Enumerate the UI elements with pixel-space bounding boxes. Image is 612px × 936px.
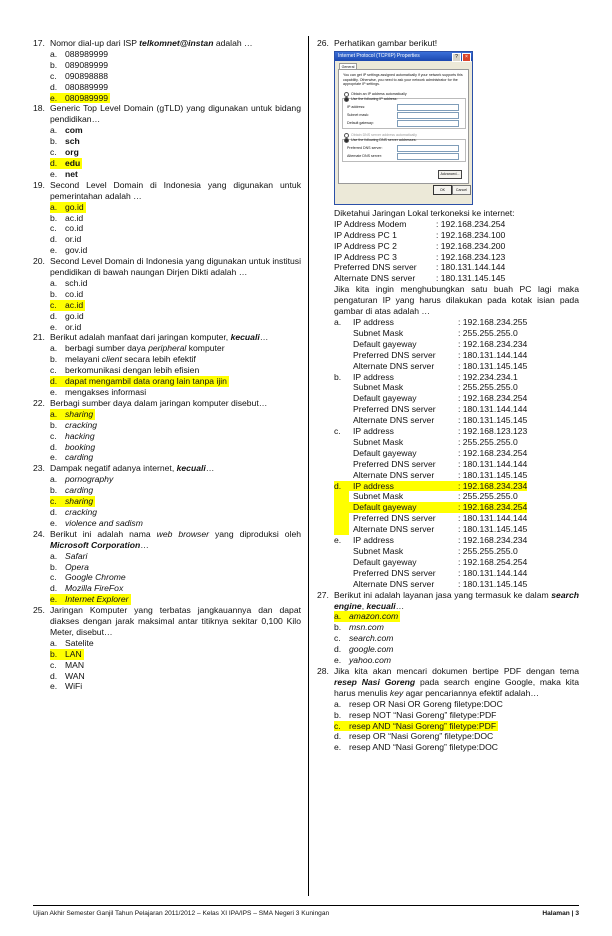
option: b. resep NOT “Nasi Goreng” filetype:PDF <box>334 709 497 720</box>
question-stem: Jaringan Komputer yang terbatas jangkauannya dan dapat diakses dengan jarak maksimal antar titiknya sekitar 0,100 Kilo Meter, disebut… <box>50 605 301 637</box>
radio-obtain-ip-auto[interactable]: Obtain an IP address automatically <box>344 92 407 97</box>
option: c. 090898888 <box>50 70 109 81</box>
option-answer: e. 080989999 <box>50 92 109 103</box>
option: d. resep OR “Nasi Goreng” filetype:DOC <box>334 731 494 742</box>
question-number: 22. <box>33 397 45 408</box>
option-answer: d. edu <box>50 157 81 168</box>
option: c. co.id <box>50 223 84 234</box>
option-answer: d. dapat mengambil data orang lain tanpa ijin <box>50 376 227 387</box>
question-stem: Berikut adalah manfaat dari jaringan komputer, kecuali… <box>50 332 269 343</box>
ip-address-input[interactable] <box>397 104 459 111</box>
option: b. Opera <box>50 561 89 572</box>
option: a. Satelite <box>50 637 94 648</box>
option: d. WAN <box>50 670 85 681</box>
option: b. melayani client secara lebih efektif <box>50 354 196 365</box>
advanced-button[interactable]: Advanced... <box>438 170 462 179</box>
option: e. mengakses informasi <box>50 387 147 397</box>
tcpip-properties-dialog <box>334 51 473 205</box>
option: c. search.com <box>334 633 394 644</box>
dialog-title: Internet Protocol (TCP/IP) Properties <box>338 52 420 59</box>
option-answer: c. sharing <box>50 496 94 507</box>
option: b. msn.com <box>334 622 384 633</box>
network-info <box>334 208 579 317</box>
network-intro: Diketahui Jaringan Lokal terkoneksi ke internet: <box>334 207 515 218</box>
help-icon[interactable]: ? <box>452 53 461 62</box>
question-22 <box>33 398 301 463</box>
dialog-panel <box>338 69 469 184</box>
option-answer: d. IP address : 192.168.234.234 Subnet Mask : 255.255.255.0 Default gayeway : 192.168.234.254 Preferred DNS server : 180.131.144.144 Alternate DNS server : 180.131.145.145 <box>334 480 528 535</box>
dialog-intro-text: You can get IP settings assigned automatically if your network supports this capability. Otherwise, you need to ask your network administrator for the appropriate IP settings. <box>343 72 463 87</box>
option: c. hacking <box>50 430 95 441</box>
question-18 <box>33 103 301 179</box>
option: c. berkomunikasi dengan lebih efisien <box>50 365 200 376</box>
left-column <box>33 38 301 692</box>
radio-icon[interactable] <box>344 138 349 143</box>
option: e. IP address : 192.168.234.234 Subnet Mask : 255.255.255.0 Default gayeway : 192.168.254.254 Preferred DNS server : 180.131.144.144 Alternate DNS server : 180.131.145.145 <box>334 535 528 589</box>
question-number: 23. <box>33 463 45 474</box>
column-divider <box>308 36 309 896</box>
question-28 <box>317 666 579 753</box>
right-column <box>317 38 579 753</box>
question-17 <box>33 38 301 103</box>
option: a. 088989999 <box>50 48 109 59</box>
radio-use-following-ip[interactable]: Use the following IP address: <box>344 97 397 102</box>
default-gateway-input[interactable] <box>397 120 459 127</box>
close-icon[interactable]: × <box>462 53 471 62</box>
page-footer <box>33 905 579 920</box>
ok-button[interactable]: OK <box>433 185 452 195</box>
option: a. sch.id <box>50 277 88 288</box>
question-24 <box>33 529 301 605</box>
option-answer: c. resep AND “Nasi Goreng” filetype:PDF <box>334 720 497 731</box>
question-number: 27. <box>317 589 329 600</box>
question-number: 17. <box>33 38 45 48</box>
question-number: 26. <box>317 38 329 48</box>
footer-exam-info: Ujian Akhir Semester Ganjil Tahun Pelajaran 2011/2012 – Kelas XI IPA/IPS – SMA Negeri 3 Kuningan <box>33 910 330 917</box>
option: a. resep OR Nasi OR Goreng filetype:DOC <box>334 698 503 709</box>
option: c. MAN <box>50 659 85 670</box>
question-stem: Berikut ini adalah nama web browser yang diproduksi oleh Microsoft Corporation… <box>50 528 302 550</box>
option: e. gov.id <box>50 245 88 256</box>
dialog-title-bar <box>335 52 472 61</box>
question-stem: Nomor dial-up dari ISP telkomnet@instan adalah … <box>50 38 253 48</box>
preferred-dns-input[interactable] <box>397 145 459 152</box>
question-23 <box>33 463 301 528</box>
subnet-mask-label: Subnet mask: <box>347 112 369 117</box>
option: b. cracking <box>50 419 97 430</box>
known-row: Preferred DNS server : 180.131.144.144 <box>334 262 506 273</box>
option: d. cracking <box>50 506 97 517</box>
question-number: 20. <box>33 256 45 267</box>
option: b. ac.id <box>50 212 84 223</box>
question-stem: Perhatikan gambar berikut! <box>334 38 438 48</box>
option: b. co.id <box>50 288 84 299</box>
option: d. 080889999 <box>50 81 109 92</box>
alternate-dns-input[interactable] <box>397 153 459 160</box>
option: a. IP address : 192.168.234.255 Subnet Mask : 255.255.255.0 Default gayeway : 192.168.234.234 Preferred DNS server : 180.131.144.144 Alternate DNS server : 180.131.145.145 <box>334 316 528 371</box>
question-stem: Second Level Domain di Indonesia yang digunakan untuk pemerintahan adalah … <box>50 179 301 201</box>
known-row: IP Address PC 1 : 192.168.234.100 <box>334 229 506 240</box>
question-stem: Dampak negatif adanya internet, kecuali… <box>50 463 215 474</box>
default-gateway-label: Default gateway: <box>347 120 374 125</box>
question-number: 24. <box>33 528 45 539</box>
option: d. go.id <box>50 310 84 321</box>
question-number: 21. <box>33 332 45 343</box>
option: b. 089089999 <box>50 59 109 70</box>
footer-page-number: Halaman | 3 <box>542 910 579 917</box>
alternate-dns-label: Alternate DNS server: <box>347 153 382 158</box>
option: b. carding <box>50 485 94 496</box>
question-text: Jika kita ingin menghubungkan satu buah PC lagi maka pengaturan IP yang harus dilakukan pada kotak isian pada gambar di atas adalah … <box>334 284 579 317</box>
option-answer: a. amazon.com <box>334 611 399 622</box>
question-number: 28. <box>317 665 329 676</box>
tab-general[interactable]: General <box>339 63 357 70</box>
question-19 <box>33 180 301 256</box>
question-number: 25. <box>33 605 45 616</box>
option: b. sch <box>50 136 80 147</box>
option: d. Mozilla FireFox <box>50 583 124 594</box>
option: a. berbagi sumber daya peripheral komputer <box>50 343 225 354</box>
option: a. Safari <box>50 550 88 561</box>
option: a. com <box>50 125 83 136</box>
option: b. IP address : 192.234.234.1 Subnet Mask : 255.255.255.0 Default gayeway : 192.168.234.254 Preferred DNS server : 180.131.144.144 Alternate DNS server : 180.131.145.145 <box>334 371 528 426</box>
option: e. WiFi <box>50 681 83 692</box>
option-answer: b. LAN <box>50 648 82 659</box>
option-answer: a. sharing <box>50 408 94 419</box>
cancel-button[interactable]: Cancel <box>452 185 471 195</box>
option: d. or.id <box>50 234 82 245</box>
question-20 <box>33 256 301 332</box>
known-row: IP Address PC 3 : 192.168.234.123 <box>334 251 506 262</box>
option: c. org <box>50 147 79 158</box>
question-stem: Berikut ini adalah layanan jasa yang termasuk ke dalam search engine, kecuali… <box>334 589 579 611</box>
known-row: IP Address PC 2 : 192.168.234.200 <box>334 240 506 251</box>
ip-address-label: IP address: <box>347 104 366 109</box>
question-stem: Jika kita akan mencari dokumen bertipe PDF dengan tema resep Nasi Goreng pada search engine Google, maka kita harus menulis key agar pencariannya efektif adalah… <box>334 665 580 698</box>
known-row: Alternate DNS server : 180.131.145.145 <box>334 273 506 284</box>
option: e. resep AND “Nasi Goreng” filetype:DOC <box>334 742 499 753</box>
known-row: IP Address Modem : 192.168.234.254 <box>334 218 506 229</box>
option-answer: e. Internet Explorer <box>50 594 129 605</box>
option: e. yahoo.com <box>334 655 392 666</box>
preferred-dns-label: Preferred DNS server: <box>347 145 383 150</box>
question-27 <box>317 590 579 666</box>
option: d. booking <box>50 441 96 452</box>
option: d. google.com <box>334 644 394 655</box>
radio-use-following-dns[interactable]: Use the following DNS server addresses: <box>344 138 417 143</box>
question-stem: Berbagi sumber daya dalam jaringan komputer disebut… <box>50 397 268 408</box>
question-25 <box>33 605 301 692</box>
question-stem: Generic Top Level Domain (gTLD) yang digunakan untuk bidang pendidikan… <box>50 103 301 125</box>
question-21 <box>33 332 301 397</box>
option: e. net <box>50 168 78 179</box>
question-number: 19. <box>33 179 45 190</box>
radio-icon[interactable] <box>344 97 349 102</box>
option: e. carding <box>50 452 94 463</box>
question-number: 18. <box>33 103 45 114</box>
subnet-mask-input[interactable] <box>397 112 459 119</box>
question-stem: Second Level Domain di Indonesia yang digunakan untuk institusi pendidikan di bawah naungan Dirjen Dikti adalah … <box>50 256 301 278</box>
option-answer: c. ac.id <box>50 299 84 310</box>
question-26 <box>317 38 579 590</box>
option: c. Google Chrome <box>50 572 126 583</box>
radio-obtain-dns-auto[interactable]: Obtain DNS server address automatically <box>344 133 417 138</box>
option: e. violence and sadism <box>50 517 143 528</box>
option: e. or.id <box>50 321 82 332</box>
option: a. pornography <box>50 474 114 485</box>
option: c. IP address : 192.168.123.123 Subnet Mask : 255.255.255.0 Default gayeway : 192.168.234.254 Preferred DNS server : 180.131.144.144 Alternate DNS server : 180.131.145.145 <box>334 426 528 480</box>
option-answer: a. go.id <box>50 201 84 212</box>
